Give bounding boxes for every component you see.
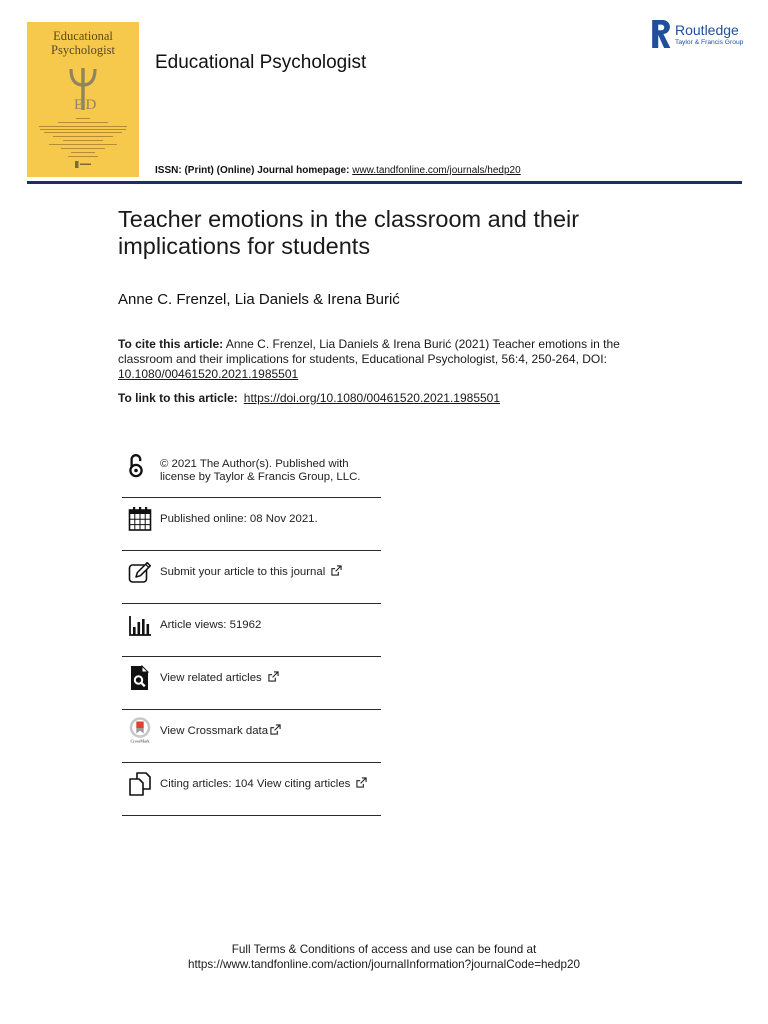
terms-footer-line1: Full Terms & Conditions of access and use can be found at (231, 943, 537, 956)
cover-logo-letter-right: D (85, 97, 97, 112)
view-citing-articles-link[interactable] (257, 777, 367, 791)
related-articles-icon (128, 664, 154, 692)
citing-articles-icon (128, 770, 154, 798)
cover-title (27, 30, 139, 57)
article-title: Teacher emotions in the classroom and their implications for students (118, 206, 580, 259)
publisher-name: Routledge (675, 22, 739, 38)
header-divider (27, 181, 742, 184)
cite-doi-link[interactable]: 10.1080/00461520.2021.1985501 (118, 367, 299, 381)
cover-title-line1: Educational (53, 29, 113, 43)
license-text: © 2021 The Author(s). Published with license by Taylor & Francis Group, LLC. (160, 458, 361, 483)
article-authors: Anne C. Frenzel, Lia Daniels & Irena Burić (118, 291, 400, 308)
routledge-r-icon (652, 20, 671, 48)
citation-block (118, 337, 653, 382)
issn-label: ISSN: (Print) (Online) Journal homepage: (155, 165, 350, 176)
crossmark-row (122, 710, 381, 763)
routledge-logo (652, 20, 747, 50)
issn-homepage-line (155, 165, 521, 177)
open-access-icon (128, 451, 154, 479)
related-articles-row (122, 657, 381, 710)
cover-title-line2: Psychologist (51, 42, 115, 57)
citing-articles-row (122, 763, 381, 816)
article-views-row (122, 604, 381, 657)
submit-article-row (122, 551, 381, 604)
published-date-row (122, 498, 381, 551)
article-doi-link[interactable]: https://doi.org/10.1080/00461520.2021.1985501 (243, 391, 501, 405)
journal-cover-image (27, 22, 139, 177)
journal-title: Educational Psychologist (155, 52, 367, 73)
journal-homepage-link[interactable]: www.tandfonline.com/journals/hedp20 (352, 165, 521, 176)
cover-logo-letter-left: E (74, 97, 84, 112)
publisher-tagline: Taylor & Francis Group (675, 39, 744, 46)
cover-publisher-mini-logo-icon (75, 161, 91, 168)
external-link-icon (356, 777, 367, 788)
related-articles-text: View related articles (160, 672, 262, 684)
crossmark-data-text: View Crossmark data (160, 725, 269, 737)
license-row (122, 445, 381, 498)
crossmark-logo-label: CrossMark (130, 738, 150, 744)
cite-label: To cite this article: (118, 337, 224, 351)
cover-psi-logo-icon (63, 66, 103, 112)
published-date-text: Published online: 08 Nov 2021. (160, 513, 318, 525)
external-link-icon (270, 724, 281, 735)
article-link-line (118, 391, 500, 406)
view-citing-articles-text: View citing articles (256, 778, 351, 790)
citing-articles-count: Citing articles: 104 (160, 778, 254, 790)
crossmark-data-link[interactable] (160, 724, 281, 738)
bar-chart-icon (128, 611, 154, 639)
submit-article-icon (128, 558, 154, 586)
cite-text: Anne C. Frenzel, Lia Daniels & Irena Burić (2021) Teacher emotions in the classroom and their implications for students, Educational Psychologist, 56:4, 250-264, DOI: (118, 337, 620, 366)
terms-footer-link[interactable]: https://www.tandfonline.com/action/journalInformation?journalCode=hedp20 (187, 958, 581, 971)
article-views-link[interactable]: Article views: 51962 (160, 619, 262, 631)
terms-footer (0, 942, 768, 972)
calendar-icon (128, 505, 154, 533)
related-articles-link[interactable] (160, 671, 279, 685)
submit-article-link[interactable] (160, 565, 342, 579)
external-link-icon (331, 565, 342, 576)
external-link-icon (268, 671, 279, 682)
link-label: To link to this article: (118, 391, 238, 405)
submit-article-text: Submit your article to this journal (160, 566, 326, 578)
crossmark-icon (128, 717, 154, 745)
article-info-list (122, 445, 381, 816)
